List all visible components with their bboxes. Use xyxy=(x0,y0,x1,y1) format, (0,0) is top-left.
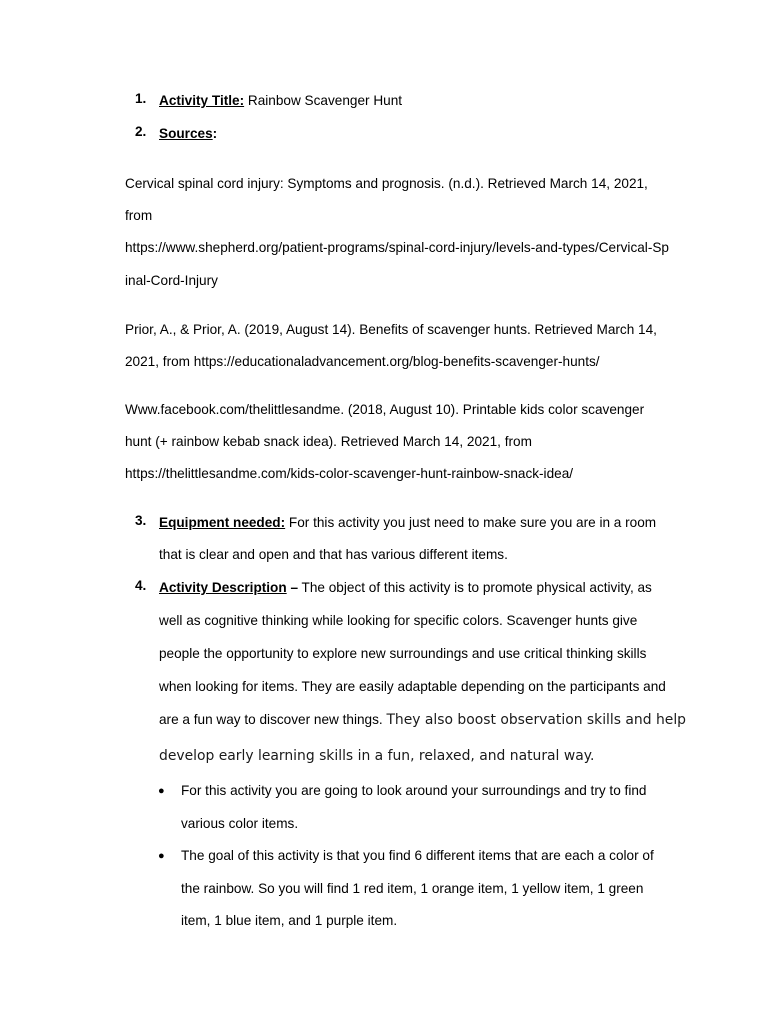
list-number-2: 2. xyxy=(135,124,147,139)
activity-title-value: Rainbow Scavenger Hunt xyxy=(247,93,403,108)
list-number-1: 1. xyxy=(135,91,147,106)
activity-title-label: Activity Title: xyxy=(159,93,245,108)
source-3-line-1: Www.facebook.com/thelittlesandme. (2018, August 10). Printable kids color scavenger xyxy=(125,402,645,417)
description-line-1 xyxy=(159,578,652,598)
source-3-line-3: https://thelittlesandme.com/kids-color-scavenger-hunt-rainbow-snack-idea/ xyxy=(125,466,574,481)
bullet-1-line-1: For this activity you are going to look around your surroundings and try to find xyxy=(181,783,647,798)
source-1-line-2: from xyxy=(125,208,153,223)
source-1-line-3: https://www.shepherd.org/patient-programs/spinal-cord-injury/levels-and-types/Cervical-Sp xyxy=(125,240,669,255)
description-line-3: people the opportunity to explore new surroundings and use critical thinking skills xyxy=(159,646,647,661)
sources-label: Sources xyxy=(159,126,213,141)
description-dash: – xyxy=(286,580,299,595)
description-text-1: The object of this activity is to promote physical activity, as xyxy=(298,580,652,595)
bullet-1-icon: ● xyxy=(158,785,165,797)
description-label: Activity Description xyxy=(159,580,287,595)
activity-title-line xyxy=(159,91,402,111)
bullet-2-line-3: item, 1 blue item, and 1 purple item. xyxy=(181,913,398,928)
equipment-label: Equipment needed: xyxy=(159,515,286,530)
equipment-line-2: that is clear and open and that has various different items. xyxy=(159,547,508,562)
source-3-line-2: hunt (+ rainbow kebab snack idea). Retrieved March 14, 2021, from xyxy=(125,434,532,449)
bullet-2-line-1: The goal of this activity is that you find 6 different items that are each a color of xyxy=(181,848,654,863)
list-number-4: 4. xyxy=(135,578,147,593)
description-text-5b: They also boost observation skills and help xyxy=(386,712,686,728)
bullet-2-line-2: the rainbow. So you will find 1 red item, 1 orange item, 1 yellow item, 1 green xyxy=(181,881,644,896)
description-line-5 xyxy=(159,710,686,730)
description-text-5a: are a fun way to discover new things. xyxy=(159,712,387,727)
list-number-3: 3. xyxy=(135,513,147,528)
source-2-line-2: 2021, from https://educationaladvancement.org/blog-benefits-scavenger-hunts/ xyxy=(125,354,600,369)
sources-colon: : xyxy=(212,126,218,141)
sources-heading xyxy=(159,124,217,144)
equipment-text-1: For this activity you just need to make sure you are in a room xyxy=(288,515,657,530)
bullet-1-line-2: various color items. xyxy=(181,816,299,831)
bullet-2-icon: ● xyxy=(158,850,165,862)
description-line-2: well as cognitive thinking while looking for specific colors. Scavenger hunts give xyxy=(159,613,638,628)
source-1-line-1: Cervical spinal cord injury: Symptoms and prognosis. (n.d.). Retrieved March 14, 2021, xyxy=(125,176,648,191)
source-1-line-4: inal-Cord-Injury xyxy=(125,273,218,288)
equipment-line-1 xyxy=(159,513,656,533)
source-2-line-1: Prior, A., & Prior, A. (2019, August 14). Benefits of scavenger hunts. Retrieved March 14, xyxy=(125,322,657,337)
description-line-6: develop early learning skills in a fun, relaxed, and natural way. xyxy=(159,748,595,764)
description-line-4: when looking for items. They are easily adaptable depending on the participants and xyxy=(159,679,666,694)
